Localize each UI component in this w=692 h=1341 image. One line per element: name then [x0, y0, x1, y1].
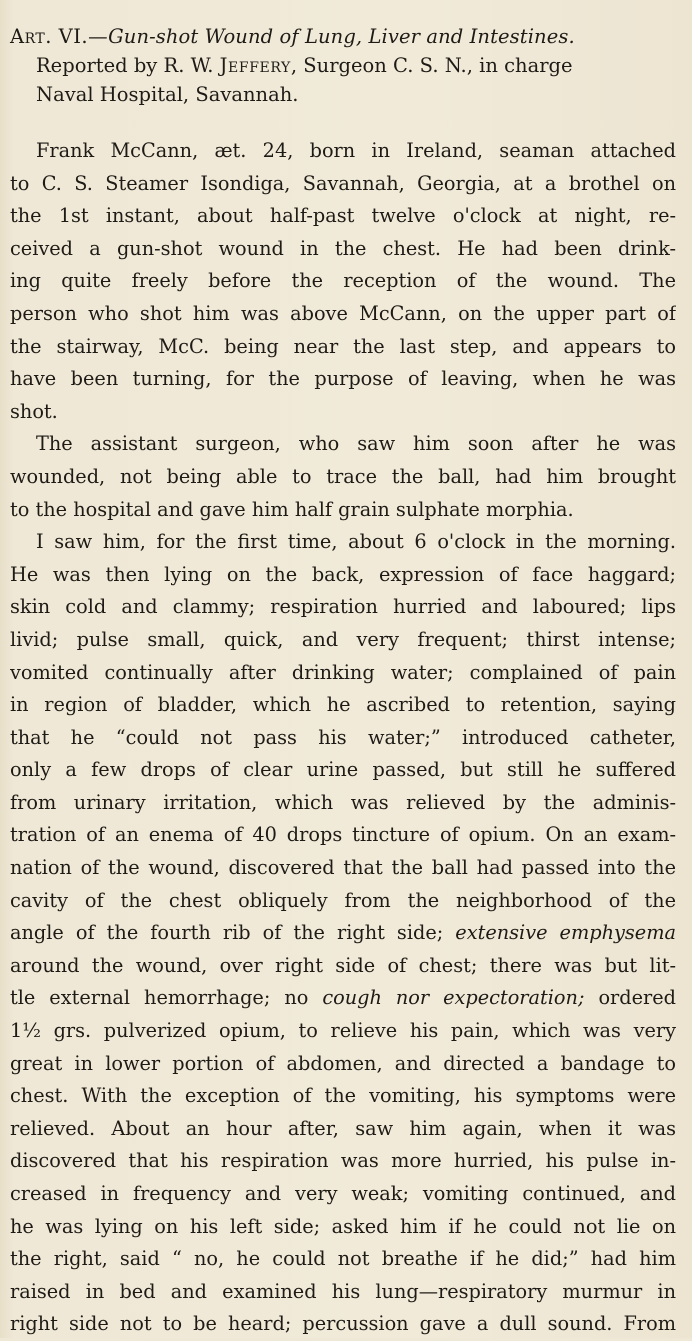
text-line: livid; pulse small, quick, and very frequent; thirst intense; — [10, 627, 676, 651]
text-segment: tle external hemorrhage; no — [10, 986, 309, 1010]
text-line: I saw him, for the first time, about 6 o'clock in the morning. — [36, 530, 676, 554]
text-line: the stairway, McC. being near the last step, and appears to — [10, 334, 676, 358]
text-line: cavity of the chest obliquely from the neighborhood of the — [10, 888, 676, 912]
text-line: the 1st instant, about half-past twelve o'clock at night, re- — [10, 204, 676, 228]
author-name: Jeffery — [219, 54, 291, 77]
report-prefix: Reported by R. W. — [36, 54, 220, 77]
text-line: skin cold and clammy; respiration hurried and laboured; lips — [10, 595, 676, 619]
text-line: 1½ grs. pulverized opium, to relieve his pain, which was very — [10, 1019, 676, 1043]
text-line: The assistant surgeon, who saw him soon after he was — [36, 432, 676, 456]
text-line: the right, said “ no, he could not breathe if he did;” had him — [10, 1247, 676, 1271]
text-line: person who shot him was above McCann, on the upper part of — [10, 301, 676, 325]
text-line: nation of the wound, discovered that the ball had passed into the — [10, 856, 676, 880]
text-line: to C. S. Steamer Isondiga, Savannah, Georgia, at a brothel on — [10, 171, 676, 195]
text-line: tration of an enema of 40 drops tincture of opium. On an exam- — [10, 823, 676, 847]
text-line: raised in bed and examined his lung—respiratory murmur in — [10, 1279, 676, 1303]
text-line: discovered that his respiration was more hurried, his pulse in- — [10, 1149, 676, 1173]
text-line: Frank McCann, æt. 24, born in Ireland, seaman attached — [36, 139, 676, 162]
text-line: around the wound, over right side of chest; there was but lit- — [10, 953, 676, 977]
italic-phrase-emphysema: extensive emphysema — [455, 921, 676, 945]
text-line: have been turning, for the purpose of leaving, when he was — [10, 367, 676, 391]
article-label: Art. VI.— — [10, 25, 109, 48]
text-segment-ordered: ordered — [584, 986, 676, 1010]
text-line: ceived a gun-shot wound in the chest. He had been drink- — [10, 236, 676, 260]
text-line: wounded, not being able to trace the ball, had him brought — [10, 464, 676, 488]
text-line: that he “could not pass his water;” introduced catheter, — [10, 725, 676, 749]
text-line: he was lying on his left side; asked him if he could not lie on — [10, 1214, 676, 1238]
report-byline-location: Naval Hospital, Savannah. — [36, 83, 299, 106]
report-suffix: , Surgeon C. S. N., in charge — [290, 54, 573, 77]
text-line: from urinary irritation, which was relieved by the adminis- — [10, 790, 676, 814]
text-line: chest. With the exception of the vomiting, his symptoms were — [10, 1084, 676, 1108]
article-title-italic: Gun-shot Wound of Lung, Liver and Intestines. — [108, 25, 575, 48]
article-title — [10, 22, 676, 51]
text-line: vomited continually after drinking water; complained of pain — [10, 660, 676, 684]
report-byline — [10, 51, 676, 80]
text-line: right side not to be heard; percussion gave a dull sound. From — [10, 1312, 676, 1336]
text-line: great in lower portion of abdomen, and directed a bandage to — [10, 1051, 676, 1075]
text-line-mixed — [10, 982, 676, 1015]
text-line: creased in frequency and very weak; vomiting continued, and — [10, 1182, 676, 1205]
text-line: shot. — [10, 399, 58, 423]
text-line: He was then lying on the back, expression of face haggard; — [10, 562, 676, 586]
text-line: ing quite freely before the reception of the wound. The — [10, 269, 676, 293]
text-line-mixed — [10, 917, 676, 950]
article-body — [10, 135, 676, 1341]
text-line: in region of bladder, which he ascribed to retention, saying — [10, 693, 676, 717]
text-line: relieved. About an hour after, saw him again, when it was — [10, 1116, 676, 1140]
text-segment: angle of the fourth rib of the right side; — [10, 921, 444, 945]
text-line: only a few drops of clear urine passed, but still he suffered — [10, 758, 676, 782]
italic-phrase-cough: cough nor expectoration; — [322, 986, 585, 1010]
text-line: to the hospital and gave him half grain sulphate morphia. — [10, 497, 574, 521]
